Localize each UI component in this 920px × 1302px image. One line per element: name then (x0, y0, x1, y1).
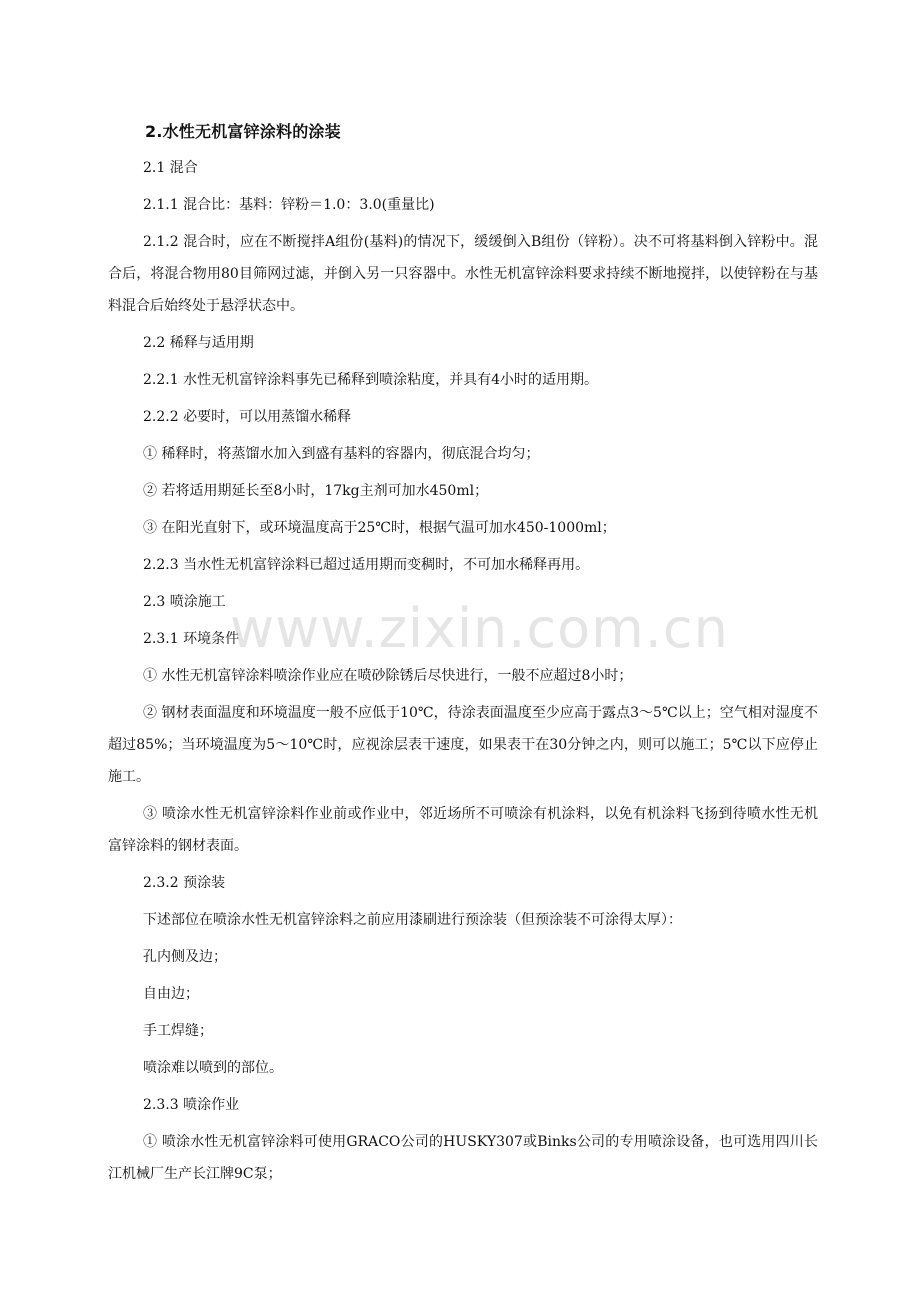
paragraph: ① 水性无机富锌涂料喷涂作业应在喷砂除锈后尽快进行，一般不应超过8小时； (143, 668, 633, 684)
section-title: 2.水性无机富锌涂料的涂装 (145, 122, 341, 141)
paragraph: 2.2.2 必要时，可以用蒸馏水稀释 (143, 409, 352, 425)
paragraph: 2.2.1 水性无机富锌涂料事先已稀释到喷涂粘度，并具有4小时的适用期。 (143, 372, 598, 388)
paragraph: 2.3.1 环境条件 (143, 631, 240, 647)
paragraph: ② 钢材表面温度和环境温度一般不应低于10℃，待涂表面温度至少应高于露点3～5℃以上；空气相对湿度不超过85%；当环境温度为5～10℃时，应视涂层表干速度，如果表干在30分钟之内，则可以施工；5℃以下应停止施工。 (108, 705, 818, 785)
paragraph: 2.2.3 当水性无机富锌涂料已超过适用期而变稠时，不可加水稀释再用。 (143, 557, 590, 573)
document-body (108, 152, 818, 1195)
paragraph: 2.3.2 预涂装 (143, 875, 226, 891)
paragraph: ③ 在阳光直射下，或环境温度高于25℃时，根据气温可加水450-1000ml； (143, 520, 616, 536)
paragraph: 2.3 喷涂施工 (143, 594, 226, 610)
paragraph: 2.3.3 喷涂作业 (143, 1097, 240, 1113)
paragraph: 2.2 稀释与适用期 (143, 335, 254, 351)
paragraph: ③ 喷涂水性无机富锌涂料作业前或作业中，邻近场所不可喷涂有机涂料，以免有机涂料飞扬到待喷水性无机富锌涂料的钢材表面。 (108, 806, 818, 854)
paragraph: 孔内侧及边； (143, 949, 227, 965)
watermark: www.zixin.com.cn (230, 597, 729, 660)
paragraph: 2.1 混合 (143, 160, 198, 176)
paragraph: 2.1.2 混合时，应在不断搅拌A组份(基料)的情况下，缓缓倒入B组份（锌粉）。决不可将基料倒入锌粉中。混合后，将混合物用80目筛网过滤，并倒入另一只容器中。水性无机富锌涂料要求持续不断地搅拌，以使锌粉在与基料混合后始终处于悬浮状态中。 (108, 234, 818, 314)
paragraph: ① 稀释时，将蒸馏水加入到盛有基料的容器内，彻底混合均匀； (143, 446, 540, 462)
paragraph: ① 喷涂水性无机富锌涂料可使用GRACO公司的HUSKY307或Binks公司的专用喷涂设备，也可选用四川长江机械厂生产长江牌9C泵； (108, 1134, 818, 1182)
paragraph: 自由边； (143, 986, 199, 1002)
paragraph: ② 若将适用期延长至8小时，17kg主剂可加水450ml； (143, 483, 489, 499)
paragraph: 喷涂难以喷到的部位。 (143, 1060, 283, 1076)
paragraph: 下述部位在喷涂水性无机富锌涂料之前应用漆刷进行预涂装（但预涂装不可涂得太厚）： (143, 912, 682, 928)
paragraph: 手工焊缝； (143, 1023, 213, 1039)
paragraph: 2.1.1 混合比：基料：锌粉＝1.0：3.0(重量比) (143, 197, 435, 213)
